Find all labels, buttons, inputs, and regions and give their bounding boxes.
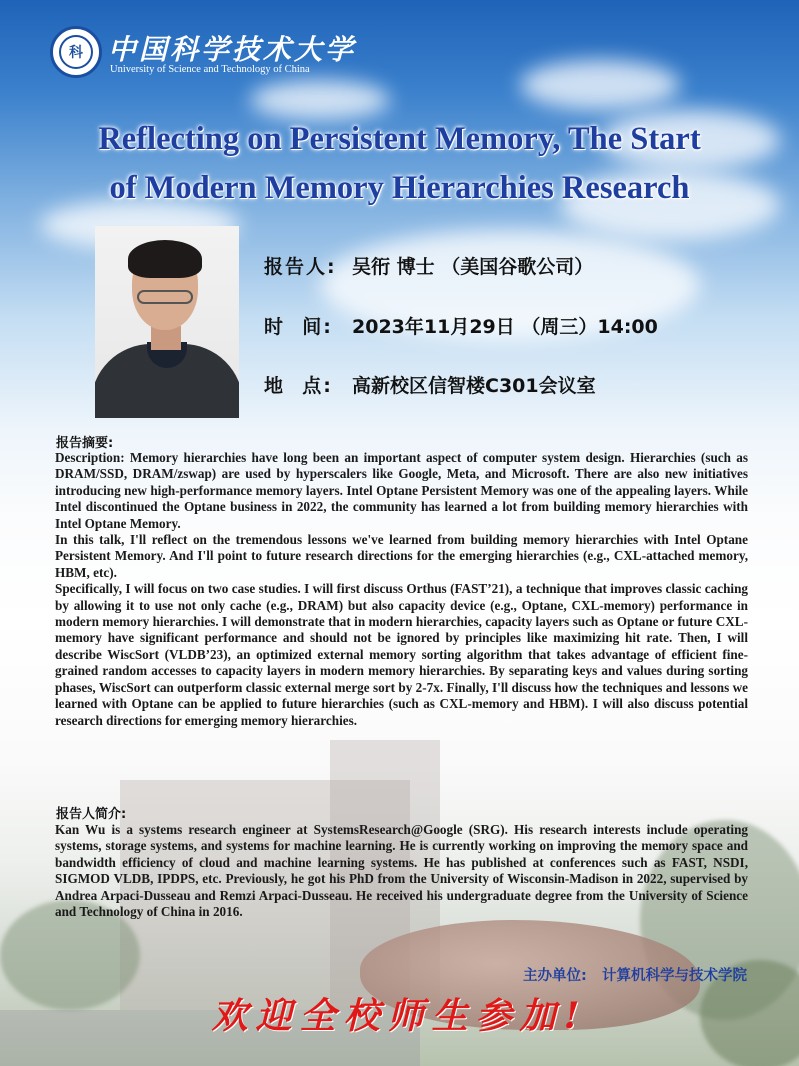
cloud bbox=[250, 80, 390, 120]
speaker-label: 报告人: bbox=[264, 256, 337, 278]
bio-heading: 报告人简介: bbox=[56, 807, 127, 822]
organizer-line: 主办单位: 计算机科学与技术学院 bbox=[523, 968, 747, 984]
welcome-banner: 欢迎全校师生参加! bbox=[211, 995, 588, 1037]
abstract-paragraph-3: Specifically, I will focus on two case studies. I will first discuss Orthus (FAST’21), a technique that improves classic caching by allowing it to use not only cache (e.g., DRAM) but also capacity device (e.g., Optane, CXL-memory) performance in modern memory hierarchies. I will demonstrate that in modern hierarchies, capacity layers such as Optane or future CXL-memory have significant performance and should not be ignored by principles like maximizing hit rate. Then, I will describe WiscSort (VLDB’23), an optimized external memory sorting algorithm that takes advantage of efficient fine-grained random accesses to capacity layers in modern memory hierarchies. By separating keys and values during sorting phases, WiscSort can outperform classic external merge sort by 2-7x. Finally, I'll discuss how the techniques and lessons we learned with Optane can be applied to future hierarchies (such as CXL-memory and HBM). I will also discuss potential research directions for emerging memory hierarchies. bbox=[55, 581, 748, 728]
time-label: 时 间: bbox=[264, 316, 333, 338]
photo-glasses bbox=[137, 290, 193, 304]
speaker-line bbox=[264, 252, 593, 279]
time-line bbox=[264, 312, 658, 339]
abstract-paragraph-2: In this talk, I'll reflect on the tremendous lessons we've learned from building memory hierarchies with Intel Optane Persistent Memory. And I'll point to future research directions for the emerging hierarchies (e.g., CXL-attached memory, HBM, etc). bbox=[55, 532, 748, 580]
abstract-text bbox=[55, 450, 748, 729]
place-line bbox=[264, 371, 596, 398]
talk-title-line1: Reflecting on Persistent Memory, The Start bbox=[98, 121, 701, 157]
place-label: 地 点: bbox=[264, 375, 333, 397]
university-name-en: University of Science and Technology of China bbox=[110, 64, 310, 75]
place-value: 高新校区信智楼C301会议室 bbox=[352, 375, 596, 397]
talk-title bbox=[20, 115, 779, 213]
talk-title-line2: of Modern Memory Hierarchies Research bbox=[109, 170, 690, 206]
bio-text: Kan Wu is a systems research engineer at SystemsResearch@Google (SRG). His research interests include operating systems, storage systems, and systems for machine learning. He is currently working on improving the memory space and bandwidth efficiency of cloud and machine learning systems. He has published at conferences such as FAST, NSDI, SIGMOD VLDB, IPDPS, etc. Previously, he got his PhD from the University of Wisconsin-Madison in 2022, supervised by Andrea Arpaci-Dusseau and Remzi Arpaci-Dusseau. He received his undergraduate degree from the University of Science and Technology of China in 2016. bbox=[55, 822, 748, 920]
abstract-heading: 报告摘要: bbox=[56, 436, 114, 451]
photo-hair bbox=[128, 240, 202, 278]
cloud bbox=[520, 60, 680, 110]
speaker-value: 吴衎 博士 （美国谷歌公司） bbox=[352, 256, 594, 278]
logo-emblem: 科 bbox=[59, 35, 93, 69]
time-value: 2023年11月29日 （周三）14:00 bbox=[352, 316, 658, 338]
abstract-paragraph-1: Description: Memory hierarchies have long been an important aspect of computer system design. Hierarchies (such as DRAM/SSD, DRAM/zswap) are used by hyperscalers like Google, Meta, and Microsoft. There are also new initiatives introducing new high-performance memory layers. Intel Optane Persistent Memory was one of the appealing layers. While Intel discontinued the Optane business in 2022, the community has learned a lot from building memory hierarchies with Intel Optane Memory. bbox=[55, 450, 748, 531]
university-logo bbox=[50, 26, 102, 78]
speaker-photo bbox=[95, 226, 239, 418]
university-name-cn: 中国科学技术大学 bbox=[108, 33, 357, 66]
